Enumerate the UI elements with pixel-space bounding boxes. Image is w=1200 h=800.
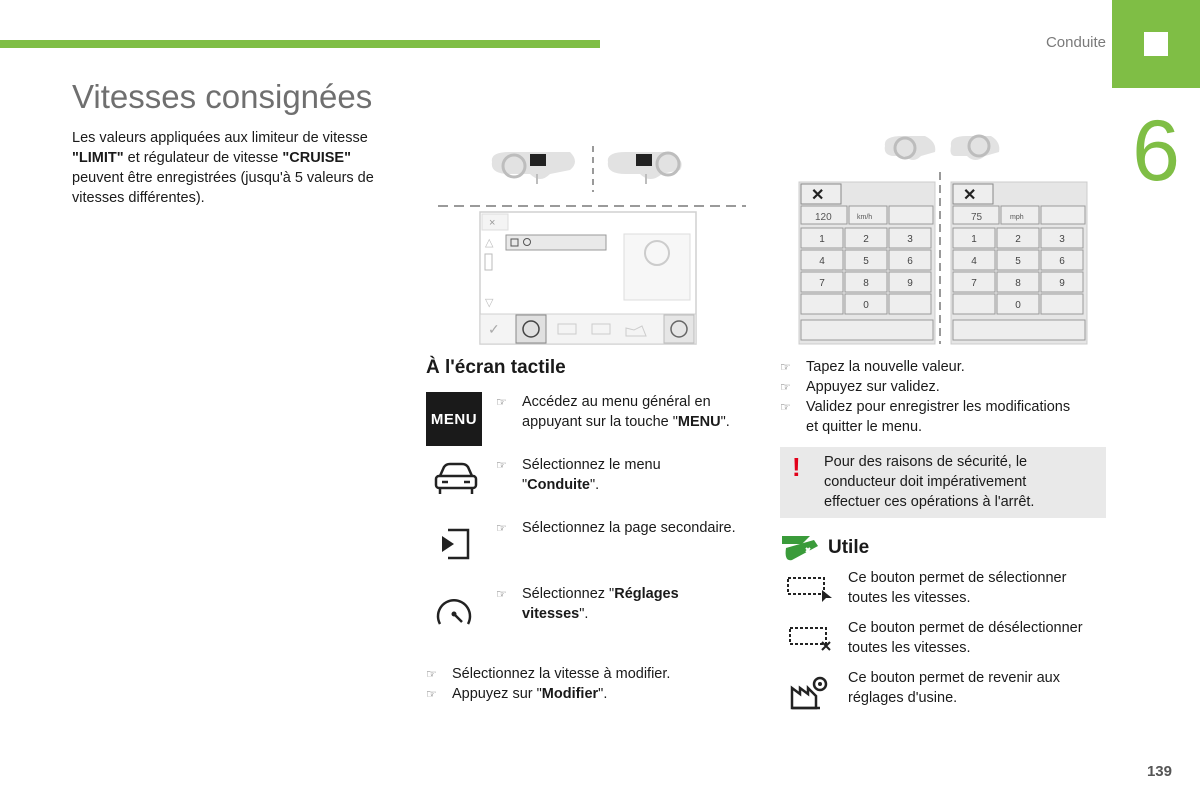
pointer-icon: ☞ [780,400,791,414]
step-secondary-page [496,518,776,538]
keypad-left-key-blank [801,294,843,314]
intro-line-1: Les valeurs appliquées aux limiteur de vitesse [72,130,368,146]
step-select-speed: Sélectionnez la vitesse à modifier. [452,666,671,682]
svg-text:✓: ✓ [488,321,500,337]
intro-limit: "LIMIT" [72,150,124,166]
keypad-right-key-label: 4 [971,256,977,267]
secondary-page-icon [438,526,472,562]
step-speed-text-c: ". [579,606,589,622]
step-conduite-text-b: " [522,477,528,493]
pointer-icon: ☞ [496,395,507,409]
page-title: Vitesses consignées [72,78,373,115]
keypad-right-key-blank [953,294,995,314]
utile-item-reset [848,668,1108,708]
factory-reset-icon [788,674,832,710]
step-menu [496,392,766,432]
step-modify-bold: Modifier [541,686,599,702]
final-steps [426,664,766,704]
step-modify-text-c: ". [598,686,608,702]
step-save-a: Validez pour enregistrer les modifications [806,399,1071,415]
car-icon [432,462,478,496]
step-speed-bold-1: Réglages [614,586,679,602]
step-modify-text-a: Appuyez sur " [452,686,542,702]
keypad-left-key-label: 7 [819,278,825,289]
utile-item-select [848,568,1108,608]
step-speed-text-a: Sélectionnez " [522,586,615,602]
step-conduite-text-c: ". [589,477,600,493]
keypad-right-key-label: 2 [1015,234,1021,245]
intro-cruise: "CRUISE" [282,150,351,166]
keypad-right-key-label: 7 [971,278,977,289]
keypad-right-key-label: 3 [1059,234,1065,245]
keypad-left-key-label: 6 [907,256,913,267]
pointer-icon: ☞ [780,380,791,394]
step-type-value: Tapez la nouvelle valeur. [806,359,965,375]
touch-screen-heading: À l'écran tactile [426,357,566,378]
steering-wheel-cruise-icon [608,152,682,184]
svg-text:✕: ✕ [963,187,977,204]
page-number: 139 [1146,763,1172,780]
keypad-right-key-label: 1 [971,234,977,245]
step-speed-bold-2: vitesses [522,606,580,622]
utile-select-line-2: toutes les vitesses. [848,590,971,606]
warning-line-3: effectuer ces opérations à l'arrêt. [824,494,1035,510]
section-name: Conduite [1045,34,1106,51]
warning-icon: ! [792,452,801,482]
deselect-all-icon [788,624,834,652]
step-menu-text-a: Accédez au menu général en [522,394,711,410]
svg-text:▽: ▽ [485,297,494,309]
intro-paragraph [72,128,412,208]
keypad-left-key-label: 3 [907,234,913,245]
keypad-left-key-blank [889,294,931,314]
utile-deselect-line-1: Ce bouton permet de désélectionner [848,620,1083,636]
keypad-left-key-label: 5 [863,256,869,267]
intro-line-3: peuvent être enregistrées (jusqu'à 5 valeurs de [72,170,374,186]
utile-item-deselect [848,618,1108,658]
keypad-left-value: 120 [815,212,832,223]
menu-screen-illustration [430,140,750,350]
keypad-left-key-label: 4 [819,256,825,267]
intro-mid: et régulateur de vitesse [123,150,283,166]
keypad-right-key-label: 8 [1015,278,1021,289]
pointer-icon: ☞ [496,587,507,601]
select-all-icon [786,574,834,602]
keypad-left-key-label: 9 [907,278,913,289]
chapter-number: 6 [1132,103,1180,199]
warning-line-1: Pour des raisons de sécurité, le [824,454,1028,470]
keypad-left-key-label: 8 [863,278,869,289]
svg-text:✕: ✕ [811,187,825,204]
pointer-icon: ☞ [496,521,507,535]
keypad-illustration [795,132,1095,346]
keypad-right-value: 75 [971,212,983,223]
pointer-icon: ☞ [426,667,437,681]
keypad-left-key-label: 1 [819,234,825,245]
keypad-right-unit: mph [1010,214,1024,221]
keypad-left-key-label: 0 [863,300,869,311]
pointer-icon: ☞ [426,687,437,701]
swiss-knife-icon [780,530,822,566]
keypad-right-key-blank [1041,294,1083,314]
utile-heading: Utile [828,537,870,558]
utile-deselect-line-2: toutes les vitesses. [848,640,971,656]
keypad-right-key-label: 6 [1059,256,1065,267]
step-save-b: et quitter le menu. [806,419,923,435]
pointer-icon: ☞ [496,458,507,472]
svg-text:×: × [489,217,496,229]
step-menu-text-b: appuyant sur la touche " [522,414,678,430]
step-conduite [496,455,766,495]
step-secondary-text: Sélectionnez la page secondaire. [522,520,736,536]
menu-button-icon: MENU [426,392,482,446]
step-conduite-text-a: Sélectionnez le menu [522,457,661,473]
right-steps [780,357,1110,437]
keypad-right-key-label: 9 [1059,278,1065,289]
warning-text [824,452,1104,512]
steering-wheel-limit-icon [492,152,575,184]
keypad-left [799,182,935,344]
utile-reset-line-2: réglages d'usine. [848,690,958,706]
keypad-left-key-label: 2 [863,234,869,245]
intro-line-4: vitesses différentes). [72,190,205,206]
chapter-square-icon [1144,32,1168,56]
step-conduite-bold: Conduite [527,477,590,493]
step-speed-settings [496,584,766,624]
keypad-left-unit: km/h [857,214,873,221]
chapter-tab [1112,0,1200,88]
steering-wheel-icons [885,136,1000,160]
step-menu-bold: MENU [677,414,721,430]
keypad-right [951,182,1087,344]
warning-line-2: conducteur doit impérativement [824,474,1027,490]
header-accent-bar [0,40,600,48]
step-menu-text-c: ". [720,414,730,430]
speed-settings-icon [434,594,474,630]
step-validate: Appuyez sur validez. [806,379,940,395]
utile-select-line-1: Ce bouton permet de sélectionner [848,570,1067,586]
keypad-right-key-label: 5 [1015,256,1021,267]
keypad-right-key-label: 0 [1015,300,1021,311]
pointer-icon: ☞ [780,360,791,374]
utile-reset-line-1: Ce bouton permet de revenir aux [848,670,1060,686]
svg-text:△: △ [485,237,494,249]
